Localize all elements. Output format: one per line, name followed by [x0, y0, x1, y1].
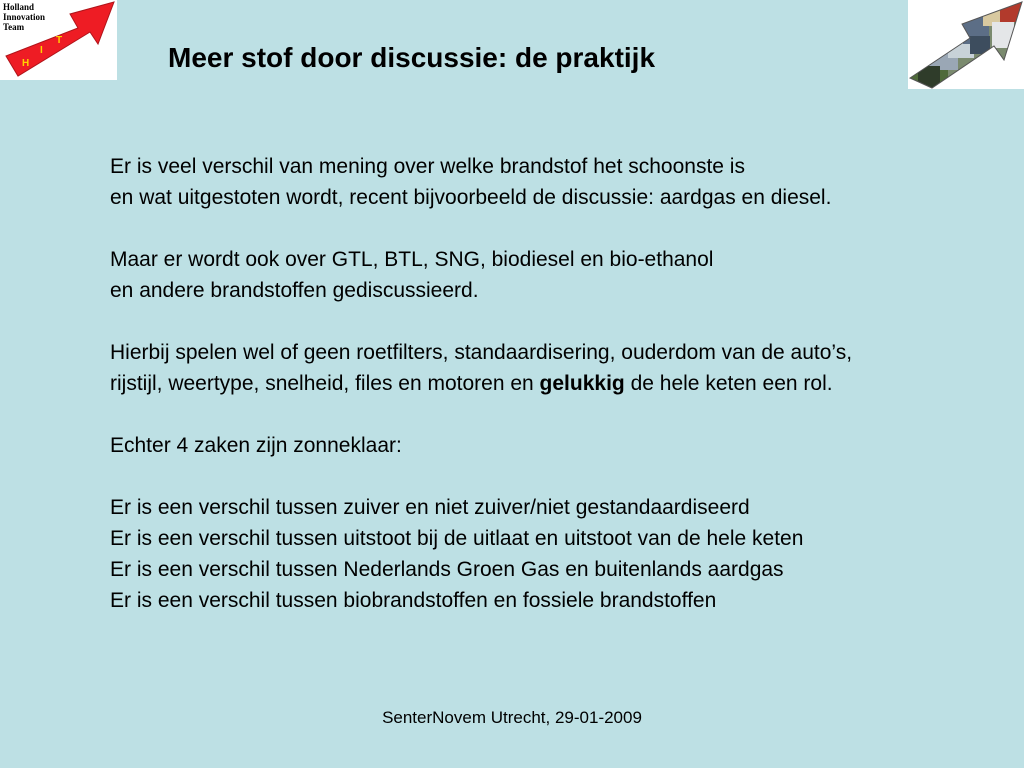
hit-letters	[0, 0, 117, 80]
footer-text: SenterNovem Utrecht, 29-01-2009	[382, 708, 642, 727]
body-line: Er is een verschil tussen Nederlands Groen Gas en buitenlands aardgas	[110, 558, 784, 581]
body-line-with-emphasis	[110, 368, 1022, 399]
body-line: Hierbij spelen wel of geen roetfilters, standaardisering, ouderdom van de auto’s,	[110, 341, 853, 364]
body-line: en wat uitgestoten wordt, recent bijvoorbeeld de discussie: aardgas en diesel.	[110, 186, 832, 209]
body-line: Er is een verschil tussen biobrandstoffen en fossiele brandstoffen	[110, 589, 717, 612]
logo-letter-t: T	[56, 35, 63, 46]
slide-title: Meer stof door discussie: de praktijk	[168, 42, 656, 73]
body-line: Er is een verschil tussen uitstoot bij de uitlaat en uitstoot van de hele keten	[110, 527, 804, 550]
logo-letter-i: I	[40, 45, 43, 56]
body-line: Er is een verschil tussen zuiver en niet zuiver/niet gestandaardiseerd	[110, 496, 750, 519]
slide-body	[110, 151, 1022, 616]
hit-logo	[0, 0, 117, 80]
body-line: Maar er wordt ook over GTL, BTL, SNG, biodiesel en bio-ethanol	[110, 248, 714, 271]
photo-arrow-icon	[908, 0, 1024, 89]
logo-line-holland: Holland	[3, 2, 35, 12]
body-text-segment: rijstijl, weertype, snelheid, files en motoren en	[110, 372, 540, 395]
body-text-segment: de hele keten een rol.	[624, 372, 833, 395]
body-line: en andere brandstoffen gediscussieerd.	[110, 279, 479, 302]
slide-footer	[0, 707, 1024, 729]
body-line: Er is veel verschil van mening over welke brandstof het schoonste is	[110, 155, 745, 178]
emphasis-word: gelukkig	[539, 372, 625, 395]
body-line: Echter 4 zaken zijn zonneklaar:	[110, 434, 402, 457]
logo-letter-h: H	[22, 58, 30, 69]
photo-collage-logo	[908, 0, 1024, 89]
logo-line-innovation: Innovation	[3, 12, 46, 22]
logo-line-team: Team	[3, 22, 25, 32]
